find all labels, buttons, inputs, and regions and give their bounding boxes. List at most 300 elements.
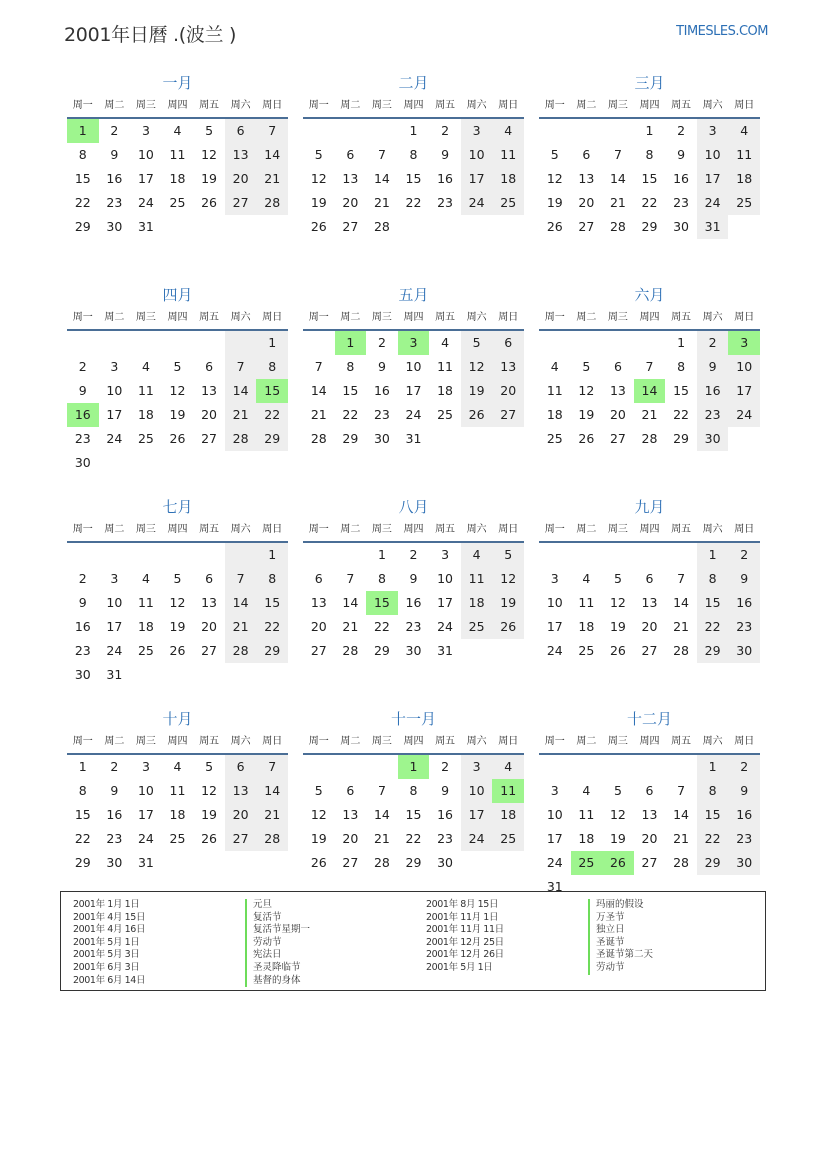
empty-cell (492, 427, 524, 451)
month-title: 十二月 (626, 710, 672, 728)
day-cell: 28 (256, 827, 288, 851)
holiday-entry: 劳动节 (588, 962, 653, 975)
day-cell: 18 (137, 407, 154, 422)
day-cell: 27 (225, 827, 257, 851)
weekday-label: 周二 (576, 100, 597, 111)
day-cell: 7 (377, 147, 386, 162)
weekday-label: 周五 (435, 736, 456, 747)
month-title: 六月 (634, 286, 665, 304)
weekday-label: 周日 (262, 736, 283, 747)
month-4 (67, 285, 288, 497)
day-cell: 20 (641, 619, 658, 634)
holiday-entry: 圣灵降临节 (245, 962, 310, 975)
weekday-label: 周五 (671, 736, 692, 747)
month-2 (303, 73, 524, 285)
holiday-entry: 2001年 12月 25日 (426, 936, 504, 948)
empty-cell (130, 543, 162, 567)
day-cell: 24 (106, 431, 123, 446)
day-cell: 27 (342, 219, 359, 234)
day-cell: 9 (441, 783, 450, 798)
day-cell: 11 (492, 779, 524, 803)
day-cell: 25 (571, 851, 603, 875)
day-cell: 26 (201, 831, 218, 846)
day-cell: 26 (169, 431, 186, 446)
day-cell: 1 (256, 543, 288, 567)
day-cell: 4 (550, 359, 559, 374)
day-cell: 14 (609, 171, 626, 186)
weekday-label: 周三 (135, 312, 156, 323)
day-cell: 17 (437, 595, 454, 610)
holiday-entry: 复活节星期一 (245, 924, 310, 937)
day-cell: 3 (461, 119, 493, 143)
day-cell: 23 (728, 827, 760, 851)
day-cell: 18 (461, 591, 493, 615)
weekday-label: 周四 (403, 100, 424, 111)
day-cell: 18 (578, 619, 595, 634)
day-cell: 11 (137, 383, 154, 398)
weekday-label: 周日 (262, 524, 283, 535)
holiday-entry: 2001年 11月 11日 (426, 924, 504, 936)
weekday-label: 周六 (466, 736, 487, 747)
day-cell: 18 (728, 167, 760, 191)
day-cell: 26 (310, 855, 327, 870)
day-cell: 22 (405, 831, 422, 846)
day-cell: 21 (225, 403, 257, 427)
holiday-entry: 基督的身体 (245, 975, 310, 988)
day-cell: 23 (673, 195, 690, 210)
weekday-label: 周一 (544, 312, 565, 323)
empty-cell (429, 427, 461, 451)
empty-cell (256, 215, 288, 239)
day-cell: 9 (409, 571, 418, 586)
day-cell: 16 (437, 807, 454, 822)
day-cell: 14 (673, 807, 690, 822)
day-cell: 7 (225, 567, 257, 591)
day-cell: 18 (492, 167, 524, 191)
day-cell: 3 (697, 119, 729, 143)
day-cell: 28 (673, 643, 690, 658)
holiday-entry: 2001年 8月 15日 (426, 899, 499, 910)
day-cell: 10 (137, 147, 154, 162)
day-cell: 25 (437, 407, 454, 422)
empty-cell (162, 215, 194, 239)
day-cell: 2 (697, 331, 729, 355)
day-cell: 28 (373, 219, 390, 234)
day-cell: 29 (697, 639, 729, 663)
month-5 (303, 285, 524, 497)
day-cell: 20 (310, 619, 327, 634)
day-cell: 1 (335, 331, 367, 355)
weekday-label: 周四 (639, 736, 660, 747)
weekday-label: 周三 (371, 312, 392, 323)
day-grid (303, 119, 524, 239)
day-cell: 4 (582, 571, 591, 586)
day-cell: 25 (169, 195, 186, 210)
weekday-label: 周三 (607, 524, 628, 535)
day-grid (67, 331, 288, 475)
holiday-entry: 劳动节 (245, 937, 310, 950)
day-cell: 1 (78, 759, 87, 774)
day-cell: 14 (342, 595, 359, 610)
weekday-label: 周四 (167, 312, 188, 323)
day-cell: 16 (673, 171, 690, 186)
day-cell: 20 (201, 619, 218, 634)
day-cell: 1 (677, 335, 686, 350)
day-cell: 20 (225, 803, 257, 827)
day-cell: 22 (74, 195, 91, 210)
day-cell: 17 (697, 167, 729, 191)
day-cell: 1 (67, 119, 99, 143)
month-title: 三月 (634, 74, 665, 92)
day-cell: 4 (492, 755, 524, 779)
empty-cell (67, 331, 99, 355)
day-cell: 11 (169, 783, 186, 798)
day-cell: 10 (546, 595, 563, 610)
weekday-label: 周六 (702, 100, 723, 111)
holiday-names-left (245, 899, 310, 987)
day-cell: 10 (546, 807, 563, 822)
month-title: 十月 (162, 710, 193, 728)
day-cell: 21 (373, 195, 390, 210)
day-cell: 24 (546, 855, 563, 870)
holiday-entry: 2001年 5月 1日 (426, 961, 493, 973)
empty-cell (256, 851, 288, 875)
day-cell: 28 (256, 191, 288, 215)
day-cell: 26 (578, 431, 595, 446)
day-cell: 23 (74, 643, 91, 658)
day-cell: 2 (728, 543, 760, 567)
empty-cell (539, 119, 571, 143)
day-cell: 4 (141, 571, 150, 586)
day-cell: 3 (141, 759, 150, 774)
day-cell: 23 (437, 195, 454, 210)
month-3 (539, 73, 760, 285)
weekday-header (303, 731, 524, 755)
day-cell: 4 (441, 335, 450, 350)
day-cell: 12 (492, 567, 524, 591)
day-cell: 28 (225, 639, 257, 663)
day-cell: 5 (461, 331, 493, 355)
day-cell: 12 (461, 355, 493, 379)
empty-cell (193, 663, 225, 687)
day-cell: 3 (441, 547, 450, 562)
weekday-label: 周二 (340, 100, 361, 111)
day-cell: 11 (461, 567, 493, 591)
day-cell: 30 (74, 667, 91, 682)
day-cell: 14 (373, 171, 390, 186)
day-cell: 14 (256, 779, 288, 803)
holiday-entry: 2001年 6月 14日 (73, 974, 146, 986)
day-cell: 6 (314, 571, 323, 586)
empty-cell (225, 331, 257, 355)
empty-cell (303, 119, 335, 143)
day-cell: 31 (106, 667, 123, 682)
day-cell: 19 (201, 171, 218, 186)
day-cell: 28 (609, 219, 626, 234)
day-cell: 8 (697, 779, 729, 803)
empty-cell (366, 755, 398, 779)
day-cell: 30 (405, 643, 422, 658)
day-cell: 14 (310, 383, 327, 398)
day-cell: 29 (74, 855, 91, 870)
weekday-label: 周四 (639, 524, 660, 535)
weekday-label: 周日 (498, 100, 519, 111)
weekday-label: 周六 (230, 524, 251, 535)
weekday-label: 周日 (734, 100, 755, 111)
empty-cell (571, 543, 603, 567)
weekday-label: 周一 (544, 524, 565, 535)
day-cell: 27 (201, 643, 218, 658)
day-cell: 6 (582, 147, 591, 162)
day-cell: 16 (405, 595, 422, 610)
day-cell: 7 (645, 359, 654, 374)
empty-cell (461, 427, 493, 451)
empty-cell (303, 755, 335, 779)
day-cell: 23 (437, 831, 454, 846)
empty-cell (99, 331, 131, 355)
day-cell: 26 (461, 403, 493, 427)
day-cell: 17 (106, 619, 123, 634)
day-cell: 6 (225, 755, 257, 779)
day-cell: 24 (437, 619, 454, 634)
day-cell: 4 (173, 123, 182, 138)
day-cell: 5 (173, 359, 182, 374)
month-title: 八月 (398, 498, 429, 516)
day-cell: 8 (409, 783, 418, 798)
day-cell: 13 (310, 595, 327, 610)
day-cell: 9 (110, 783, 119, 798)
weekday-label: 周六 (702, 736, 723, 747)
empty-cell (492, 215, 524, 239)
day-cell: 5 (205, 123, 214, 138)
day-cell: 6 (492, 331, 524, 355)
weekday-label: 周五 (671, 100, 692, 111)
day-cell: 12 (310, 807, 327, 822)
day-cell: 6 (205, 359, 214, 374)
day-cell: 20 (201, 407, 218, 422)
day-cell: 10 (106, 595, 123, 610)
empty-cell (634, 543, 666, 567)
day-cell: 17 (137, 171, 154, 186)
day-cell: 19 (310, 195, 327, 210)
day-cell: 10 (697, 143, 729, 167)
day-cell: 15 (366, 591, 398, 615)
day-cell: 22 (256, 403, 288, 427)
weekday-header (67, 519, 288, 543)
day-cell: 2 (409, 547, 418, 562)
weekday-label: 周二 (576, 524, 597, 535)
day-cell: 13 (578, 171, 595, 186)
day-cell: 29 (641, 219, 658, 234)
day-cell: 25 (137, 431, 154, 446)
empty-cell (571, 331, 603, 355)
day-cell: 1 (409, 123, 418, 138)
weekday-label: 周四 (639, 100, 660, 111)
day-cell: 29 (342, 431, 359, 446)
day-cell: 24 (405, 407, 422, 422)
day-cell: 10 (461, 143, 493, 167)
month-10 (67, 709, 288, 921)
holiday-entry: 2001年 12月 26日 (426, 949, 504, 961)
day-grid (303, 755, 524, 875)
day-cell: 19 (609, 831, 626, 846)
day-cell: 3 (461, 755, 493, 779)
empty-cell (256, 451, 288, 475)
day-cell: 30 (106, 855, 123, 870)
day-cell: 17 (728, 379, 760, 403)
weekday-label: 周一 (308, 312, 329, 323)
empty-cell (99, 451, 131, 475)
day-cell: 8 (78, 783, 87, 798)
day-cell: 1 (645, 123, 654, 138)
site-link[interactable]: TIMESLES.COM (676, 24, 768, 39)
day-cell: 5 (550, 147, 559, 162)
day-cell: 21 (225, 615, 257, 639)
day-cell: 2 (78, 571, 87, 586)
day-cell: 11 (546, 383, 563, 398)
day-cell: 9 (728, 779, 760, 803)
month-title: 一月 (162, 74, 193, 92)
day-cell: 29 (673, 431, 690, 446)
weekday-header (303, 519, 524, 543)
weekday-header (303, 307, 524, 331)
day-cell: 18 (578, 831, 595, 846)
day-cell: 4 (173, 759, 182, 774)
holiday-entry: 玛丽的假设 (588, 899, 653, 912)
empty-cell (67, 543, 99, 567)
day-cell: 18 (437, 383, 454, 398)
day-cell: 19 (492, 591, 524, 615)
day-cell: 10 (437, 571, 454, 586)
weekday-label: 周六 (702, 312, 723, 323)
day-cell: 8 (677, 359, 686, 374)
day-cell: 30 (728, 851, 760, 875)
weekday-label: 周五 (435, 100, 456, 111)
day-cell: 21 (256, 803, 288, 827)
month-title: 五月 (398, 286, 429, 304)
day-cell: 28 (310, 431, 327, 446)
day-cell: 19 (546, 195, 563, 210)
day-cell: 5 (613, 783, 622, 798)
day-cell: 9 (78, 383, 87, 398)
day-cell: 1 (398, 755, 430, 779)
day-cell: 12 (609, 807, 626, 822)
day-cell: 4 (492, 119, 524, 143)
day-cell: 25 (728, 191, 760, 215)
day-cell: 28 (342, 643, 359, 658)
day-cell: 11 (492, 143, 524, 167)
day-cell: 21 (373, 831, 390, 846)
day-grid (539, 331, 760, 451)
day-cell: 19 (201, 807, 218, 822)
weekday-header (67, 95, 288, 119)
day-cell: 10 (137, 783, 154, 798)
day-cell: 2 (677, 123, 686, 138)
empty-cell (162, 331, 194, 355)
day-cell: 2 (728, 755, 760, 779)
day-cell: 25 (137, 643, 154, 658)
day-cell: 8 (256, 567, 288, 591)
day-cell: 28 (225, 427, 257, 451)
day-cell: 7 (377, 783, 386, 798)
empty-cell (492, 851, 524, 875)
day-cell: 18 (492, 803, 524, 827)
day-cell: 17 (137, 807, 154, 822)
day-cell: 27 (201, 431, 218, 446)
holiday-entry: 独立日 (588, 924, 653, 937)
weekday-label: 周二 (104, 100, 125, 111)
day-cell: 19 (169, 619, 186, 634)
weekday-label: 周日 (734, 524, 755, 535)
day-cell: 13 (342, 807, 359, 822)
day-cell: 31 (405, 431, 422, 446)
day-cell: 27 (225, 191, 257, 215)
day-cell: 21 (609, 195, 626, 210)
day-cell: 7 (346, 571, 355, 586)
weekday-label: 周一 (72, 100, 93, 111)
day-cell: 8 (256, 355, 288, 379)
month-title: 二月 (398, 74, 429, 92)
day-cell: 18 (546, 407, 563, 422)
day-cell: 30 (437, 855, 454, 870)
day-cell: 27 (310, 643, 327, 658)
day-cell: 1 (377, 547, 386, 562)
weekday-header (539, 307, 760, 331)
day-cell: 22 (673, 407, 690, 422)
empty-cell (335, 119, 367, 143)
weekday-label: 周二 (104, 524, 125, 535)
day-cell: 9 (377, 359, 386, 374)
day-cell: 11 (137, 595, 154, 610)
day-cell: 25 (169, 831, 186, 846)
day-cell: 1 (697, 755, 729, 779)
day-cell: 2 (377, 335, 386, 350)
month-8 (303, 497, 524, 709)
day-grid (539, 119, 760, 239)
day-cell: 20 (342, 195, 359, 210)
day-cell: 7 (677, 783, 686, 798)
day-cell: 23 (405, 619, 422, 634)
day-cell: 16 (67, 403, 99, 427)
day-cell: 28 (641, 431, 658, 446)
empty-cell (162, 543, 194, 567)
day-cell: 25 (546, 431, 563, 446)
weekday-label: 周三 (607, 312, 628, 323)
weekday-label: 周四 (403, 524, 424, 535)
day-cell: 7 (314, 359, 323, 374)
day-cell: 5 (173, 571, 182, 586)
holiday-dates-right (426, 899, 504, 975)
day-cell: 15 (74, 807, 91, 822)
day-cell: 12 (609, 595, 626, 610)
day-cell: 5 (492, 543, 524, 567)
day-cell: 28 (673, 855, 690, 870)
empty-cell (366, 119, 398, 143)
day-cell: 31 (546, 879, 563, 894)
day-cell: 16 (106, 807, 123, 822)
day-cell: 21 (673, 619, 690, 634)
day-cell: 1 (697, 543, 729, 567)
day-cell: 13 (201, 383, 218, 398)
day-cell: 2 (110, 123, 119, 138)
day-cell: 22 (641, 195, 658, 210)
day-cell: 13 (225, 779, 257, 803)
day-cell: 21 (673, 831, 690, 846)
weekday-label: 周五 (199, 524, 220, 535)
empty-cell (461, 639, 493, 663)
empty-cell (602, 331, 634, 355)
day-cell: 24 (461, 191, 493, 215)
